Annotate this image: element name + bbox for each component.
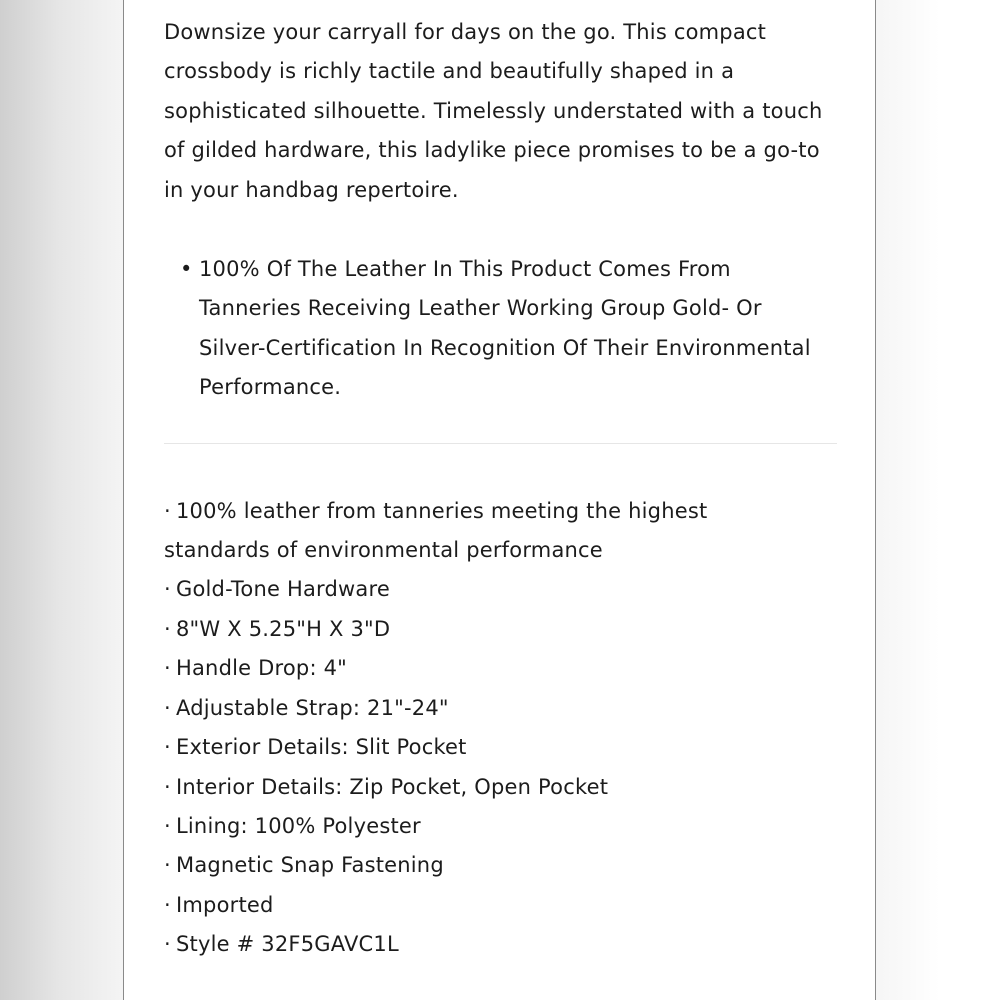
spec-text: Adjustable Strap: 21"-24" — [176, 695, 449, 720]
spec-item-lining — [164, 807, 804, 846]
spec-item-imported — [164, 886, 804, 925]
spec-text: Style # 32F5GAVC1L — [176, 932, 399, 957]
spec-item-interior — [164, 768, 804, 807]
spec-text: 8"W X 5.25"H X 3"D — [176, 616, 391, 641]
bullet-dot-icon: · — [164, 932, 171, 957]
product-description: Downsize your carryall for days on the go. This compact crossbody is richly tactile and beautifully shaped in a sophisticated silhouette. Timelessly understated with a touch of gilded hardware, this ladylike piece promises to be a go-to in your handbag repertoire. — [164, 20, 823, 202]
spec-text: Gold-Tone Hardware — [176, 577, 390, 602]
bullet-dot-icon: · — [164, 853, 171, 878]
spec-item-dimensions — [164, 610, 804, 649]
highlight-item — [180, 250, 824, 408]
bullet-dot-icon: · — [164, 577, 171, 602]
highlight-text: 100% Of The Leather In This Product Comes From Tanneries Receiving Leather Working Group Gold- Or Silver-Certification In Recognition Of Their Environmental Performance. — [199, 257, 811, 400]
product-details-content — [164, 13, 844, 965]
bullet-dot-icon: · — [164, 892, 171, 917]
bullet-dot-icon: • — [180, 257, 193, 282]
spec-item-strap — [164, 689, 804, 728]
spec-text: Imported — [176, 892, 274, 917]
spec-item-handle-drop — [164, 649, 804, 688]
spec-text: Magnetic Snap Fastening — [176, 853, 444, 878]
highlights-list — [164, 250, 844, 408]
bullet-dot-icon: · — [164, 813, 171, 838]
spec-text: Lining: 100% Polyester — [176, 813, 421, 838]
bullet-dot-icon: · — [164, 498, 171, 523]
spec-text: Exterior Details: Slit Pocket — [176, 735, 467, 760]
spec-item-hardware — [164, 570, 804, 609]
bullet-dot-icon: · — [164, 656, 171, 681]
bullet-dot-icon: · — [164, 695, 171, 720]
specs-list — [164, 492, 844, 965]
spec-item-style-number — [164, 925, 804, 964]
spec-item-exterior — [164, 728, 804, 767]
bullet-dot-icon: · — [164, 616, 171, 641]
product-details-panel — [123, 0, 876, 1000]
spec-text: 100% leather from tanneries meeting the highest standards of environmental performance — [164, 498, 708, 563]
section-divider — [164, 443, 837, 444]
spec-text: Handle Drop: 4" — [176, 656, 348, 681]
spec-item-leather — [164, 492, 804, 571]
bullet-dot-icon: · — [164, 774, 171, 799]
spec-item-fastening — [164, 846, 804, 885]
bullet-dot-icon: · — [164, 735, 171, 760]
spec-text: Interior Details: Zip Pocket, Open Pocket — [176, 774, 609, 799]
